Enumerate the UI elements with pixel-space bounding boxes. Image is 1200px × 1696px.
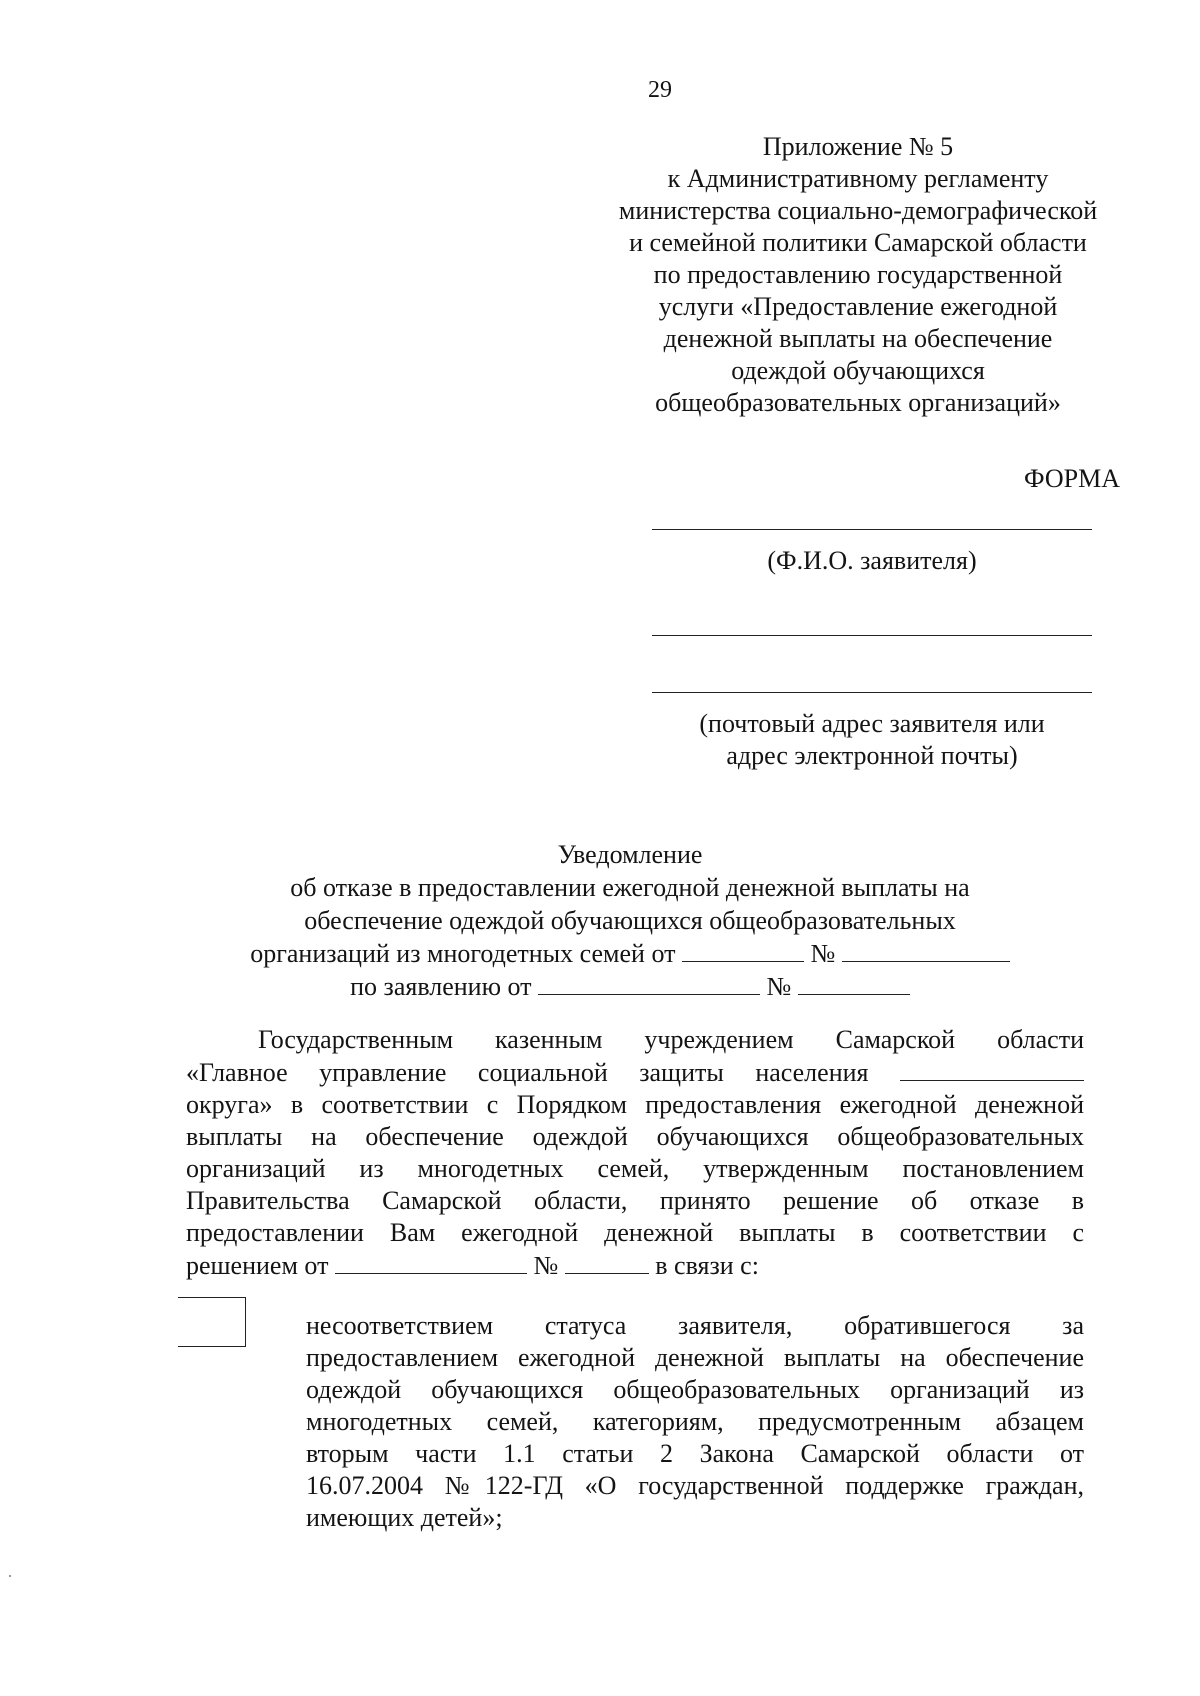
- appendix-line: денежной выплаты на обеспечение: [663, 324, 1053, 353]
- appendix-line: к Административному регламенту: [667, 164, 1049, 193]
- notice-date-blank[interactable]: [682, 937, 804, 962]
- scan-speck: [9, 1575, 11, 1577]
- reason-line: имеющих детей»;: [306, 1503, 503, 1532]
- decision-number-blank[interactable]: [565, 1249, 649, 1274]
- number-sign: №: [766, 972, 792, 1001]
- notice-date-line: [180, 937, 1080, 970]
- applicant-address-line-1[interactable]: [652, 635, 1092, 636]
- appendix-line: Приложение № 5: [762, 132, 954, 161]
- appendix-line: и семейной политики Самарской области: [629, 228, 1087, 257]
- applicant-name-line[interactable]: [652, 529, 1092, 530]
- form-label: ФОРМА: [1024, 464, 1120, 493]
- reason-text: [306, 1310, 1084, 1534]
- appendix-line: одеждой обучающихся: [731, 356, 985, 385]
- paragraph-line: Государственным казенным учреждением Самарской области: [258, 1025, 1084, 1054]
- district-blank[interactable]: [900, 1056, 1084, 1081]
- application-date-blank[interactable]: [538, 970, 760, 995]
- paragraph-line: предоставлении Вам ежегодной денежной выплаты в соответствии с: [186, 1218, 1084, 1247]
- paragraph-line: решением от № в связи с:: [186, 1251, 759, 1280]
- applicant-address-caption: [652, 708, 1092, 772]
- page-number: 29: [648, 77, 672, 103]
- applicant-name-caption: (Ф.И.О. заявителя): [767, 546, 977, 575]
- notice-number-blank[interactable]: [842, 937, 1010, 962]
- reason-line: вторым части 1.1 статьи 2 Закона Самарской области от: [306, 1439, 1084, 1468]
- appendix-line: министерства социально-демографической: [618, 196, 1098, 225]
- paragraph-line: округа» в соответствии с Порядком предоставления ежегодной денежной: [186, 1090, 1084, 1119]
- applicant-address-line-2[interactable]: [652, 692, 1092, 693]
- reason-line: 16.07.2004 №122-ГД «О государственной поддержке граждан,: [306, 1471, 1084, 1500]
- appendix-header: [598, 131, 1118, 419]
- paragraph-line: Правительства Самарской области, принято решение об отказе в: [186, 1186, 1084, 1215]
- application-number-blank[interactable]: [798, 970, 910, 995]
- notice-heading: [180, 838, 1080, 1003]
- notice-line3-text: организаций из многодетных семей от: [250, 939, 676, 968]
- reason-checkbox[interactable]: [178, 1297, 246, 1347]
- address-caption-line: адрес электронной почты): [726, 741, 1018, 770]
- reason-line: предоставлением ежегодной денежной выплаты на обеспечение: [306, 1343, 1084, 1372]
- reason-line: одеждой обучающихся общеобразовательных организаций из: [306, 1375, 1084, 1404]
- decision-paragraph: [186, 1024, 1084, 1282]
- notice-title: Уведомление: [557, 840, 703, 869]
- notice-subtitle-line: обеспечение одеждой обучающихся общеобразовательных: [304, 906, 956, 935]
- appendix-line: общеобразовательных организаций»: [655, 388, 1061, 417]
- appendix-line: по предоставлению государственной: [653, 260, 1063, 289]
- reason-line: многодетных семей, категориям, предусмотренным абзацем: [306, 1407, 1084, 1436]
- notice-application-line: [180, 970, 1080, 1003]
- decision-date-blank[interactable]: [335, 1249, 527, 1274]
- notice-subtitle-line: об отказе в предоставлении ежегодной денежной выплаты на: [290, 873, 970, 902]
- notice-line4-text: по заявлению от: [350, 972, 532, 1001]
- number-sign: №: [810, 939, 836, 968]
- address-caption-line: (почтовый адрес заявителя или: [699, 709, 1045, 738]
- paragraph-line: выплаты на обеспечение одеждой обучающихся общеобразовательных: [186, 1122, 1084, 1151]
- appendix-line: услуги «Предоставление ежегодной: [658, 292, 1058, 321]
- reason-line: несоответствием статуса заявителя, обратившегося за: [306, 1311, 1084, 1340]
- paragraph-line: организаций из многодетных семей, утвержденным постановлением: [186, 1154, 1084, 1183]
- paragraph-line: «Главное управление социальной защиты населения: [186, 1056, 1084, 1089]
